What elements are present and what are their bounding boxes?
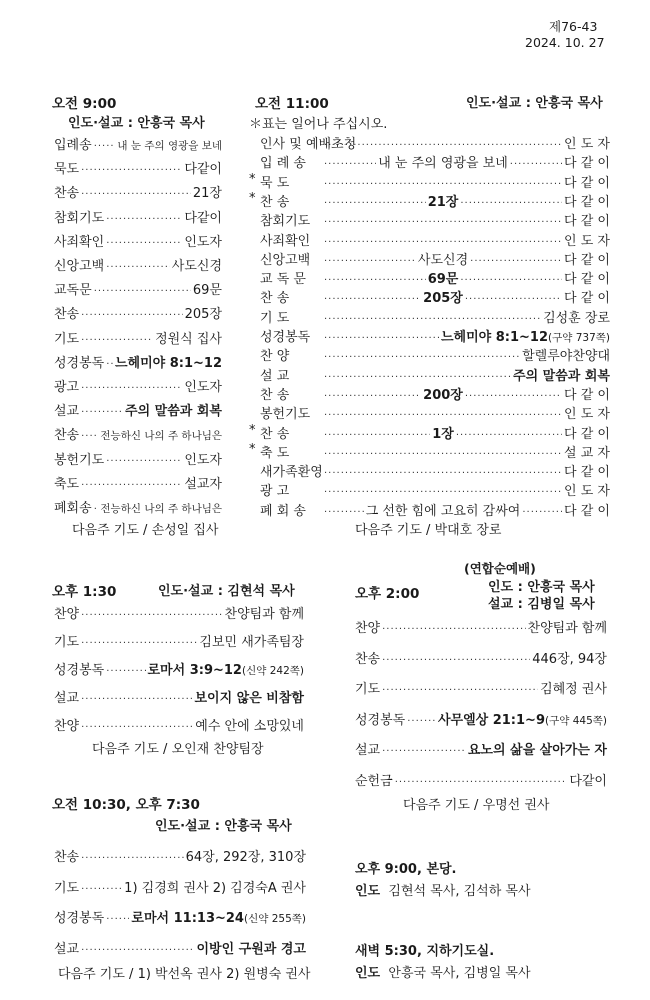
m9-row bbox=[54, 279, 222, 298]
a200-row bbox=[355, 678, 607, 697]
leader-dots bbox=[407, 716, 436, 727]
m9-label: 입례송 bbox=[54, 138, 92, 153]
m9-row bbox=[54, 158, 222, 177]
m11-value: 다 같 이 bbox=[564, 387, 610, 403]
m9-row bbox=[54, 231, 222, 250]
a130-row bbox=[54, 715, 304, 734]
leader-dots bbox=[465, 391, 562, 402]
a200-next-prayer: 다음주 기도 / 우명선 권사 bbox=[403, 798, 550, 813]
m11-next-prayer: 다음주 기도 / 박대호 장로 bbox=[355, 523, 502, 538]
m11-label: 새가족환영 bbox=[260, 465, 323, 481]
a200-label: 설교 bbox=[355, 743, 381, 758]
m11-row bbox=[260, 480, 610, 499]
leader-dots bbox=[106, 456, 182, 467]
a200-value: 사무엘상 21:1~9 bbox=[437, 712, 545, 728]
m9-value: 주의 말씀과 회복 bbox=[125, 404, 222, 420]
leader-dots bbox=[382, 624, 525, 635]
a200-value: 찬양팀과 함께 bbox=[527, 621, 607, 636]
m11-label: 참회기도 bbox=[260, 214, 311, 230]
m9-row bbox=[54, 207, 222, 226]
m11-value: 다 같 이 bbox=[564, 272, 610, 288]
leader-dots bbox=[324, 507, 364, 518]
m11-detail: 내 눈 주의 영광을 보네 bbox=[378, 156, 508, 172]
leader-dots bbox=[81, 480, 182, 491]
leader-dots bbox=[324, 294, 421, 305]
standing-mark: * bbox=[249, 190, 256, 206]
m9-label: 봉헌기도 bbox=[54, 452, 105, 468]
standing-mark: * bbox=[249, 422, 256, 438]
m11-time: 오전 11:00 bbox=[255, 96, 329, 112]
m11-detail: 그 선한 힘에 고요히 감싸여 bbox=[365, 503, 521, 519]
m11-standing-note: ＊표는 일어나 주십시오. bbox=[249, 117, 388, 132]
a200-label: 찬송 bbox=[355, 651, 381, 667]
m11-row bbox=[260, 403, 610, 422]
dawn-lead-label: 인도 bbox=[355, 966, 381, 981]
m9-value: 다같이 bbox=[184, 210, 222, 226]
m11-row bbox=[260, 152, 610, 171]
leader-dots bbox=[324, 487, 562, 498]
a130-value: 예수 안에 소망있네 bbox=[195, 719, 304, 734]
m11-label: 묵 도 bbox=[260, 175, 290, 191]
a130-value: 보이지 않은 비참함 bbox=[194, 691, 304, 706]
m1030-leader: 인도·설교 : 안흥국 목사 bbox=[155, 819, 292, 834]
a130-next-prayer: 다음주 기도 / 오인재 찬양팀장 bbox=[92, 742, 264, 757]
m11-row bbox=[260, 249, 610, 268]
m11-row bbox=[260, 461, 610, 480]
standing-mark: * bbox=[249, 171, 256, 187]
m9-row bbox=[54, 424, 222, 443]
m11-label: 교 독 문 bbox=[260, 272, 306, 288]
m9-row bbox=[54, 255, 222, 274]
leader-dots bbox=[81, 310, 183, 321]
m9-label: 신앙고백 bbox=[54, 259, 105, 274]
m9-leader: 인도·설교 : 안흥국 목사 bbox=[68, 116, 205, 131]
m9-value: 21장 bbox=[192, 186, 222, 202]
a130-label: 찬양 bbox=[54, 607, 80, 622]
m9-value: 느헤미야 8:1~12 bbox=[114, 355, 222, 371]
leader-dots bbox=[382, 655, 530, 666]
leader-dots bbox=[94, 286, 191, 297]
m9-value: 설교자 bbox=[184, 476, 222, 492]
leader-dots bbox=[324, 333, 439, 344]
m11-detail: 205장 bbox=[423, 291, 463, 307]
m11-row bbox=[260, 172, 610, 191]
leader-dots bbox=[324, 140, 562, 151]
leader-dots bbox=[324, 256, 416, 267]
leader-dots bbox=[324, 449, 562, 460]
m11-row bbox=[260, 287, 610, 306]
a130-page-ref: (신약 242쪽) bbox=[241, 665, 304, 677]
m9-value: 내 눈 주의 영광을 보네 bbox=[117, 140, 222, 152]
m1030-label: 성경봉독 bbox=[54, 911, 105, 926]
m9-value: 69문 bbox=[192, 283, 222, 299]
dawn-lead bbox=[355, 962, 531, 981]
leader-dots bbox=[81, 165, 182, 176]
m9-row bbox=[54, 328, 222, 347]
leader-dots bbox=[324, 159, 376, 170]
m11-row bbox=[260, 345, 610, 364]
a200-row bbox=[355, 739, 607, 758]
m9-row bbox=[54, 449, 222, 468]
leader-dots bbox=[460, 275, 562, 286]
m1030-next-prayer: 다음주 기도 / 1) 박선옥 권사 2) 원병숙 권사 bbox=[58, 967, 311, 982]
m11-value: 다 같 이 bbox=[564, 252, 610, 268]
m11-row bbox=[260, 423, 610, 442]
a200-row bbox=[355, 770, 607, 789]
leader-dots bbox=[106, 666, 145, 677]
leader-dots bbox=[106, 914, 129, 925]
leader-dots bbox=[81, 884, 122, 895]
m11-detail: 사도신경 bbox=[417, 252, 469, 268]
leader-dots bbox=[94, 504, 99, 515]
a130-time: 오후 1:30 bbox=[52, 584, 117, 600]
a130-value: 김보민 새가족팀장 bbox=[199, 635, 304, 650]
leader-dots bbox=[106, 214, 182, 225]
a200-page-ref: (구약 445쪽) bbox=[544, 714, 607, 727]
leader-dots bbox=[324, 430, 430, 441]
leader-dots bbox=[460, 198, 562, 209]
m11-label: 찬 송 bbox=[260, 387, 290, 403]
leader-dots bbox=[324, 314, 541, 325]
m9-row bbox=[54, 352, 222, 371]
leader-dots bbox=[522, 507, 562, 518]
m9-label: 광고 bbox=[54, 380, 80, 395]
m9-label: 찬송 bbox=[54, 307, 80, 323]
m11-label: 성경봉독 bbox=[260, 330, 311, 345]
m9-label: 성경봉독 bbox=[54, 355, 105, 371]
m11-row bbox=[260, 326, 610, 345]
a200-label: 성경봉독 bbox=[355, 712, 406, 728]
a200-value: 446장, 94장 bbox=[532, 651, 607, 667]
leader-dots bbox=[81, 945, 194, 956]
a130-label: 성경봉독 bbox=[54, 663, 105, 678]
leader-dots bbox=[456, 430, 562, 441]
a200-value: 다같이 bbox=[569, 773, 607, 789]
m9-label: 축도 bbox=[54, 476, 80, 492]
a130-label: 설교 bbox=[54, 691, 80, 706]
a200-preacher: 설교 : 김병일 목사 bbox=[488, 597, 595, 612]
m9-label: 사죄확인 bbox=[54, 234, 105, 250]
a130-row bbox=[54, 659, 304, 678]
m11-value: 주의 말씀과 회복 bbox=[513, 368, 610, 384]
m9-value: 다같이 bbox=[184, 162, 222, 178]
a130-row bbox=[54, 631, 304, 650]
m11-row bbox=[260, 384, 610, 403]
m11-label: 설 교 bbox=[260, 368, 290, 384]
leader-dots bbox=[94, 141, 116, 152]
a200-value: 요노의 삶을 살아가는 자 bbox=[467, 743, 607, 758]
m9-row bbox=[54, 182, 222, 201]
dawn-lead-names: 안흥국 목사, 김병일 목사 bbox=[388, 966, 531, 981]
m11-row bbox=[260, 442, 610, 461]
m11-value: 다 같 이 bbox=[564, 175, 610, 191]
leader-dots bbox=[382, 685, 538, 696]
m9-label: 찬송 bbox=[54, 186, 80, 202]
leader-dots bbox=[81, 610, 222, 621]
m11-value: 다 같 이 bbox=[564, 465, 610, 481]
m1030-row bbox=[54, 907, 306, 926]
leader-dots bbox=[106, 359, 113, 370]
issue-date: 2024. 10. 27 bbox=[525, 35, 605, 50]
leader-dots bbox=[324, 198, 426, 209]
dawn-time: 새벽 5:30, 지하기도실. bbox=[355, 944, 495, 959]
m1030-value: 1) 김경희 권사 2) 김경숙A 권사 bbox=[124, 880, 306, 896]
m11-value: 김성훈 장로 bbox=[543, 310, 610, 326]
m9-next-prayer: 다음주 기도 / 손성일 집사 bbox=[72, 523, 219, 538]
m1030-row bbox=[54, 938, 306, 957]
m11-value: 인 도 자 bbox=[564, 137, 610, 152]
m11-label: 축 도 bbox=[260, 445, 290, 461]
m9-label: 교독문 bbox=[54, 283, 92, 299]
m11-value: 다 같 이 bbox=[564, 291, 610, 307]
m9-value: 205장 bbox=[184, 307, 222, 323]
e9-lead-label: 인도 bbox=[355, 884, 381, 899]
m1030-value: 로마서 11:13~24 bbox=[131, 911, 244, 926]
leader-dots bbox=[465, 294, 562, 305]
leader-dots bbox=[510, 159, 562, 170]
leader-dots bbox=[324, 372, 511, 383]
m11-label: 찬 송 bbox=[260, 194, 290, 210]
a130-leader: 인도·설교 : 김현석 목사 bbox=[158, 584, 295, 599]
a130-value: 로마서 3:9~12 bbox=[147, 663, 242, 678]
leader-dots bbox=[324, 237, 562, 248]
m1030-label: 설교 bbox=[54, 941, 80, 957]
a200-value: 김혜정 권사 bbox=[540, 682, 607, 697]
m11-row bbox=[260, 210, 610, 229]
m9-label: 찬송 bbox=[54, 428, 80, 444]
leader-dots bbox=[81, 407, 123, 418]
m11-value: 다 같 이 bbox=[564, 214, 610, 230]
a200-label: 찬양 bbox=[355, 621, 381, 636]
m11-page-ref: (구약 737쪽) bbox=[547, 332, 610, 344]
a130-row bbox=[54, 687, 304, 706]
issue-number: 제76-43 bbox=[549, 19, 598, 34]
m11-value: 다 같 이 bbox=[564, 503, 610, 519]
leader-dots bbox=[106, 262, 170, 273]
m1030-value: 이방인 구원과 경고 bbox=[196, 941, 306, 957]
m11-detail: 1장 bbox=[432, 426, 454, 442]
m9-value: 인도자 bbox=[184, 234, 222, 250]
m11-value: 다 같 이 bbox=[564, 194, 610, 210]
leader-dots bbox=[324, 352, 520, 363]
m9-row bbox=[54, 473, 222, 492]
m11-label: 광 고 bbox=[260, 484, 290, 500]
m9-value: 정원식 집사 bbox=[155, 331, 222, 347]
m11-row bbox=[260, 307, 610, 326]
m11-label: 봉헌기도 bbox=[260, 407, 311, 423]
a200-title: (연합순예배) bbox=[464, 561, 536, 576]
m11-label: 인사 및 예배초청 bbox=[260, 137, 357, 152]
m11-row bbox=[260, 365, 610, 384]
m11-row bbox=[260, 230, 610, 249]
a200-label: 기도 bbox=[355, 682, 381, 697]
m1030-row bbox=[54, 877, 306, 896]
m11-row bbox=[260, 500, 610, 519]
m11-label: 찬 송 bbox=[260, 291, 290, 307]
m1030-value: 64장, 292장, 310장 bbox=[185, 850, 306, 865]
leader-dots bbox=[470, 256, 562, 267]
leader-dots bbox=[324, 275, 426, 286]
m11-label: 찬 송 bbox=[260, 426, 290, 442]
a200-row bbox=[355, 709, 607, 728]
leader-dots bbox=[81, 638, 197, 649]
m1030-row bbox=[54, 846, 306, 865]
m9-value: 인도자 bbox=[184, 452, 222, 468]
leader-dots bbox=[106, 238, 182, 249]
m9-label: 참회기도 bbox=[54, 210, 105, 226]
m11-label: 사죄확인 bbox=[260, 233, 311, 249]
m9-row bbox=[54, 303, 222, 322]
e9-lead bbox=[355, 880, 531, 899]
leader-dots bbox=[81, 694, 192, 705]
m9-label: 기도 bbox=[54, 331, 80, 347]
a200-leader: 인도 : 안흥국 목사 bbox=[488, 580, 595, 595]
m11-value: 다 같 이 bbox=[564, 426, 610, 442]
m9-value: 전능하신 나의 주 하나님은 bbox=[100, 430, 222, 443]
e9-time: 오후 9:00, 본당. bbox=[355, 862, 457, 877]
m9-row bbox=[54, 400, 222, 419]
m1030-page-ref: (신약 255쪽) bbox=[243, 913, 306, 925]
m11-label: 신앙고백 bbox=[260, 252, 311, 268]
a200-row bbox=[355, 648, 607, 667]
m11-value: 인 도 자 bbox=[564, 233, 610, 249]
m9-value: 전능하신 나의 주 하나님은 bbox=[100, 503, 222, 515]
m11-detail: 69문 bbox=[427, 272, 459, 288]
leader-dots bbox=[81, 383, 182, 394]
m11-value: 느헤미야 8:1~12 bbox=[440, 330, 548, 345]
leader-dots bbox=[81, 431, 98, 442]
a130-value: 찬양팀과 함께 bbox=[224, 607, 304, 622]
m9-label: 폐회송 bbox=[54, 501, 92, 516]
leader-dots bbox=[324, 217, 562, 228]
a130-label: 찬양 bbox=[54, 719, 80, 734]
standing-mark: * bbox=[249, 441, 256, 457]
a130-label: 기도 bbox=[54, 635, 80, 650]
m9-row bbox=[54, 376, 222, 395]
leader-dots bbox=[324, 391, 421, 402]
a200-label: 순헌금 bbox=[355, 773, 393, 789]
a200-time: 오후 2:00 bbox=[355, 586, 420, 602]
leader-dots bbox=[81, 722, 193, 733]
leader-dots bbox=[324, 179, 562, 190]
m9-label: 설교 bbox=[54, 404, 80, 420]
m11-value: 설 교 자 bbox=[564, 445, 610, 461]
m11-value: 인 도 자 bbox=[564, 407, 610, 423]
m11-detail: 200장 bbox=[423, 387, 463, 403]
leader-dots bbox=[395, 777, 568, 788]
m11-label: 기 도 bbox=[260, 310, 290, 326]
m11-value: 인 도 자 bbox=[564, 484, 610, 500]
a130-row bbox=[54, 603, 304, 622]
leader-dots bbox=[81, 335, 153, 346]
m11-row bbox=[260, 191, 610, 210]
m1030-label: 기도 bbox=[54, 880, 80, 896]
m9-row bbox=[54, 497, 222, 516]
e9-lead-names: 김현석 목사, 김석하 목사 bbox=[388, 884, 531, 899]
m9-row bbox=[54, 134, 222, 153]
m11-label: 입 례 송 bbox=[260, 156, 306, 172]
m11-value: 다 같 이 bbox=[564, 156, 610, 172]
m11-label: 폐 회 송 bbox=[260, 503, 306, 519]
leader-dots bbox=[324, 410, 562, 421]
m11-detail: 21장 bbox=[427, 194, 459, 210]
m11-row bbox=[260, 133, 610, 152]
m9-value: 인도자 bbox=[184, 380, 222, 395]
m9-time: 오전 9:00 bbox=[52, 96, 117, 112]
leader-dots bbox=[324, 468, 562, 479]
m1030-label: 찬송 bbox=[54, 850, 80, 865]
m9-label: 묵도 bbox=[54, 162, 80, 178]
m1030-time: 오전 10:30, 오후 7:30 bbox=[52, 797, 200, 813]
a200-row bbox=[355, 617, 607, 636]
m11-value: 할렐루야찬양대 bbox=[522, 349, 610, 365]
m11-leader: 인도·설교 : 안흥국 목사 bbox=[466, 96, 603, 111]
leader-dots bbox=[81, 853, 184, 864]
leader-dots bbox=[81, 189, 191, 200]
leader-dots bbox=[382, 746, 466, 757]
m11-label: 찬 양 bbox=[260, 349, 290, 365]
m9-value: 사도신경 bbox=[171, 259, 222, 274]
m11-row bbox=[260, 268, 610, 287]
